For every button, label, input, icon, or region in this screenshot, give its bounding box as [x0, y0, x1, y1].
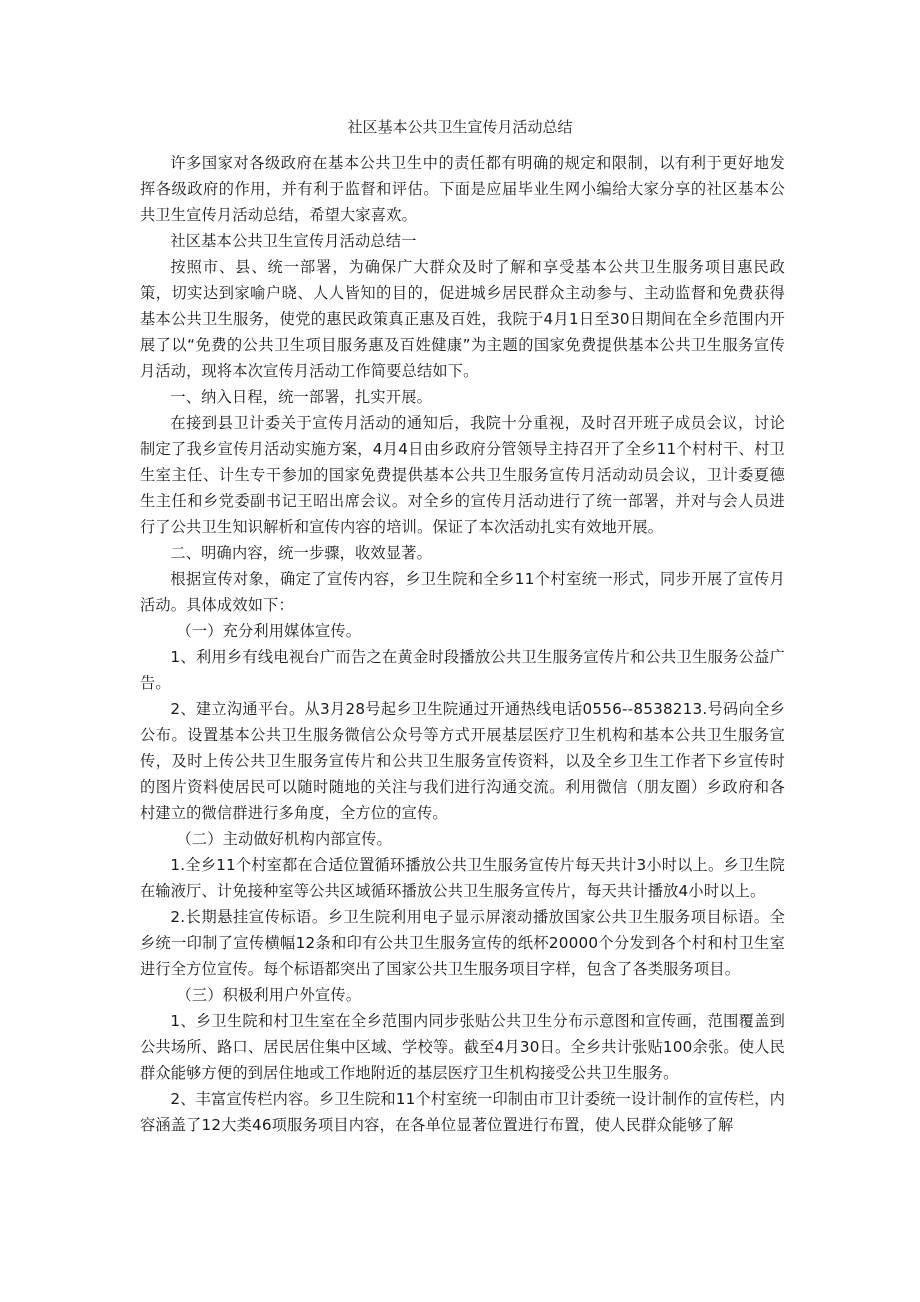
body-paragraph: 2.长期悬挂宣传标语。乡卫生院利用电子显示屏滚动播放国家公共卫生服务项目标语。全乡统一印制了宣传横幅12条和印有公共卫生服务宣传的纸杯20000个分发到各个村和村卫生室进行全方位宣传。每个标语都突出了国家公共卫生服务项目字样，包含了各类服务项目。: [140, 908, 785, 978]
body-paragraph: 2、丰富宣传栏内容。乡卫生院和11个村室统一印制由市卫计委统一设计制作的宣传栏，内容涵盖了12大类46项服务项目内容，在各单位显著位置进行布置，使人民群众能够了解: [140, 1090, 785, 1134]
body-paragraph: 2、建立沟通平台。从3月28号起乡卫生院通过开通热线电话0556--8538213.号码向全乡公布。设置基本公共卫生服务微信公众号等方式开展基层医疗卫生机构和基本公共卫生服务宣传，及时上传公共卫生服务宣传片和公共卫生服务宣传资料，以及全乡卫生工作者下乡宣传时的图片资料使居民可以随时随地的关注与我们进行沟通交流。利用微信（朋友圈）乡政府和各村建立的微信群进行多角度，全方位的宣传。: [140, 700, 785, 822]
intro-paragraph: 许多国家对各级政府在基本公共卫生中的责任都有明确的规定和限制，以有利于更好地发挥各级政府的作用，并有利于监督和评估。下面是应届毕业生网小编给大家分享的社区基本公共卫生宣传月活动总结，希望大家喜欢。: [140, 154, 785, 224]
body-paragraph: 根据宣传对象，确定了宣传内容，乡卫生院和全乡11个村室统一形式，同步开展了宣传月活动。具体成效如下：: [140, 570, 785, 614]
subsection-heading: （二）主动做好机构内部宣传。: [176, 830, 392, 848]
section-heading: 二、明确内容，统一步骤，收效显著。: [170, 544, 432, 562]
body-paragraph: 按照市、县、统一部署，为确保广大群众及时了解和享受基本公共卫生服务项目惠民政策，切实达到家喻户晓、人人皆知的目的，促进城乡居民群众主动参与、主动监督和免费获得基本公共卫生服务，使党的惠民政策真正惠及百姓，我院于4月1日至30日期间在全乡范围内开展了以“免费的公共卫生项目服务惠及百姓健康”为主题的国家免费提供基本公共卫生服务宣传月活动，现将本次宣传月活动工作简要总结如下。: [140, 258, 785, 380]
section-heading: 一、纳入日程，统一部署，扎实开展。: [170, 388, 432, 406]
body-paragraph: 1.全乡11个村室都在合适位置循环播放公共卫生服务宣传片每天共计3小时以上。乡卫生院在输液厅、计免接种室等公共区域循环播放公共卫生服务宣传片，每天共计播放4小时以上。: [140, 856, 785, 900]
section-heading: 社区基本公共卫生宣传月活动总结一: [170, 232, 417, 250]
document-body: [140, 150, 785, 1138]
subsection-heading: （三）积极利用户外宣传。: [176, 986, 362, 1004]
subsection-heading: （一）充分利用媒体宣传。: [176, 622, 362, 640]
body-paragraph: 1、利用乡有线电视台广而告之在黄金时段播放公共卫生服务宣传片和公共卫生服务公益广告。: [140, 648, 785, 692]
body-paragraph: 在接到县卫计委关于宣传月活动的通知后，我院十分重视，及时召开班子成员会议，讨论制定了我乡宣传月活动实施方案，4月4日由乡政府分管领导主持召开了全乡11个村村干、村卫生室主任、计生专干参加的国家免费提供基本公共卫生服务宣传月活动动员会议，卫计委夏德生主任和乡党委副书记王昭出席会议。对全乡的宣传月活动进行了统一部署，并对与会人员进行了公共卫生知识解析和宣传内容的培训。保证了本次活动扎实有效地开展。: [140, 414, 785, 536]
document-title: 社区基本公共卫生宣传月活动总结: [347, 118, 573, 136]
body-paragraph: 1、乡卫生院和村卫生室在全乡范围内同步张贴公共卫生分布示意图和宣传画，范围覆盖到公共场所、路口、居民居住集中区域、学校等。截至4月30日。全乡共计张贴100余张。使人民群众能够方便的到居住地或工作地附近的基层医疗卫生机构接受公共卫生服务。: [140, 1012, 785, 1082]
